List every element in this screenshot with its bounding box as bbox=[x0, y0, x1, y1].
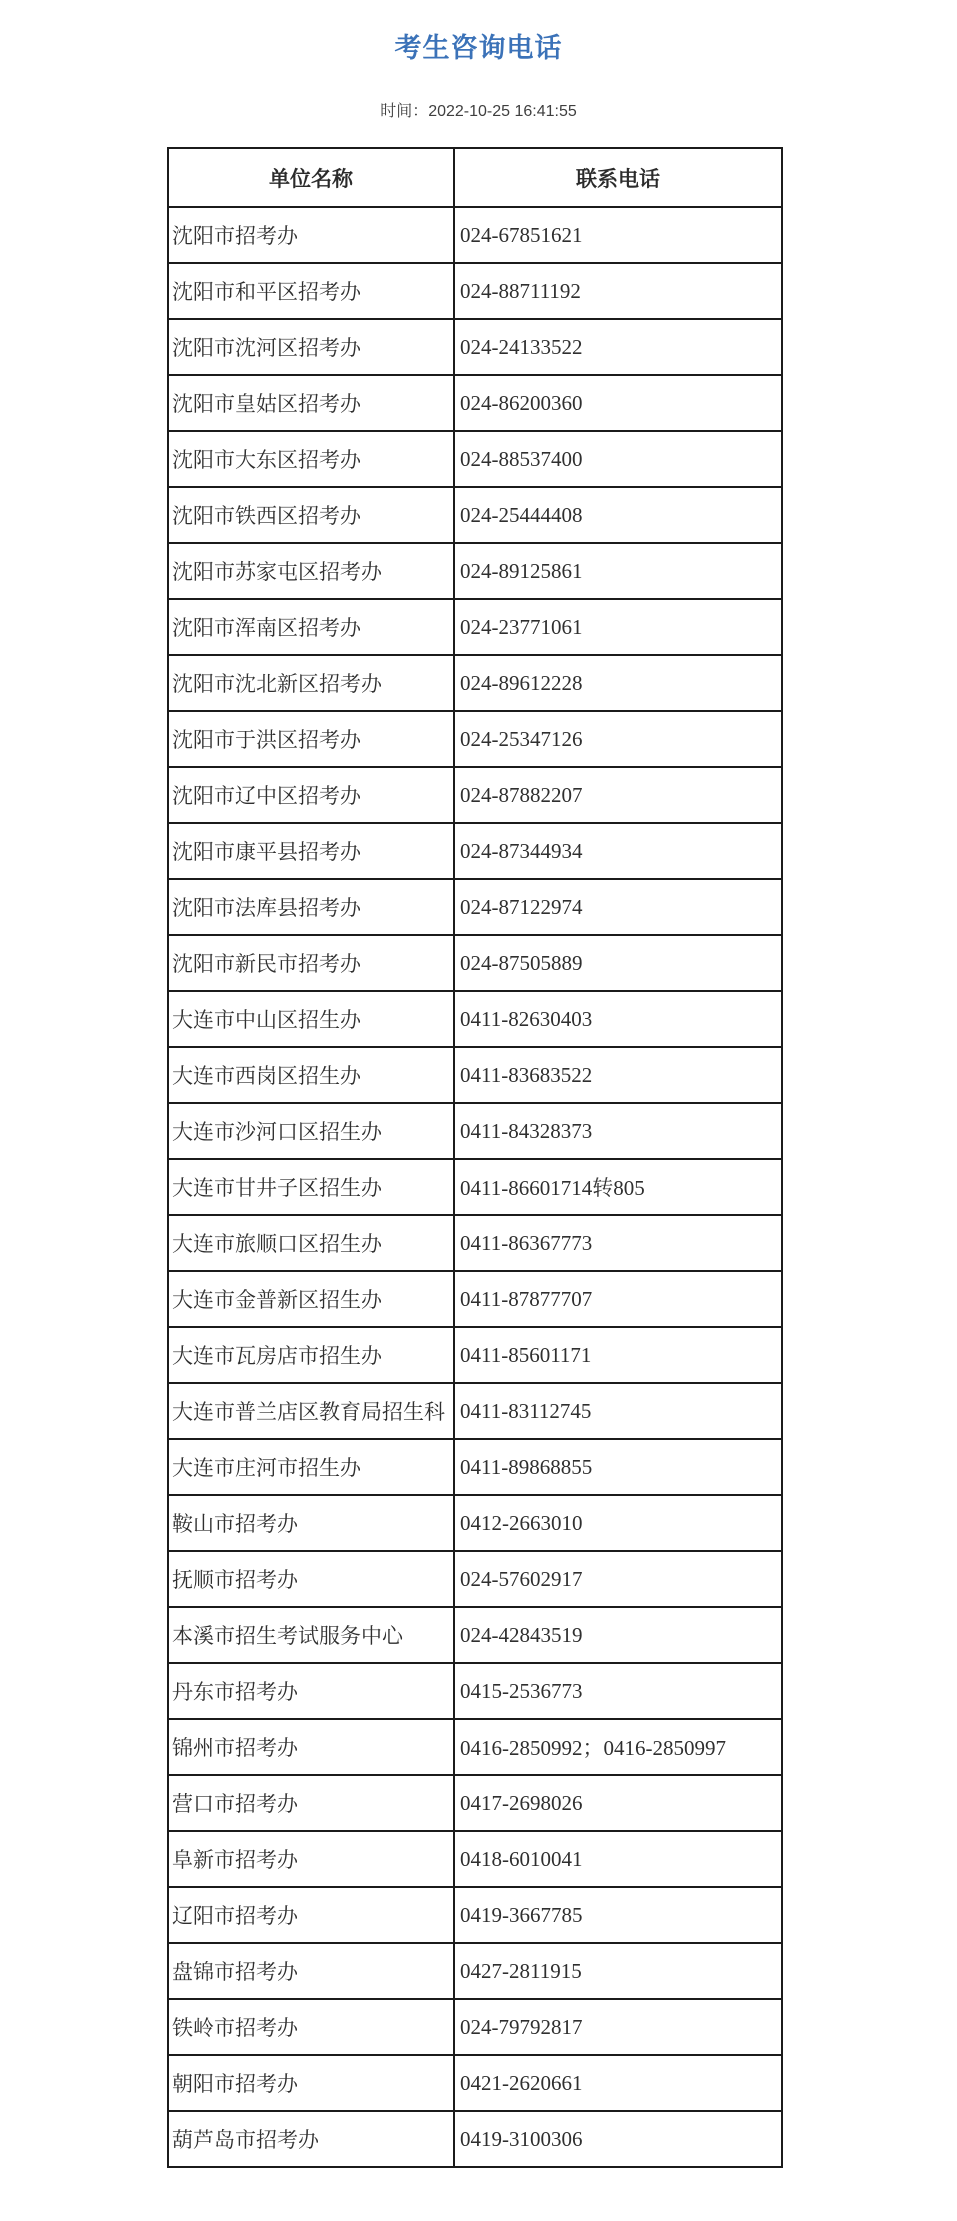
phone-number-cell: 0411-89868855 bbox=[454, 1439, 782, 1495]
table-row bbox=[168, 431, 782, 487]
consultation-phone-page bbox=[0, 33, 957, 2168]
table-row bbox=[168, 1943, 782, 1999]
unit-name-cell: 沈阳市法库县招考办 bbox=[168, 879, 454, 935]
phone-number-cell: 0419-3667785 bbox=[454, 1887, 782, 1943]
phone-number-cell: 024-79792817 bbox=[454, 1999, 782, 2055]
phone-number-cell: 0411-84328373 bbox=[454, 1103, 782, 1159]
unit-name-cell: 沈阳市康平县招考办 bbox=[168, 823, 454, 879]
table-row bbox=[168, 1719, 782, 1775]
unit-name-cell: 阜新市招考办 bbox=[168, 1831, 454, 1887]
phone-number-cell: 0411-83683522 bbox=[454, 1047, 782, 1103]
phone-number-cell: 0417-2698026 bbox=[454, 1775, 782, 1831]
table-row bbox=[168, 263, 782, 319]
unit-name-cell: 锦州市招考办 bbox=[168, 1719, 454, 1775]
table-body bbox=[168, 207, 782, 2167]
table-row bbox=[168, 1327, 782, 1383]
phone-number-cell: 024-89125861 bbox=[454, 543, 782, 599]
table-row bbox=[168, 1999, 782, 2055]
phone-number-cell: 0411-86367773 bbox=[454, 1215, 782, 1271]
table-row bbox=[168, 1495, 782, 1551]
table-row bbox=[168, 1887, 782, 1943]
unit-name-cell: 盘锦市招考办 bbox=[168, 1943, 454, 1999]
unit-name-cell: 沈阳市和平区招考办 bbox=[168, 263, 454, 319]
phone-number-cell: 024-57602917 bbox=[454, 1551, 782, 1607]
table-row bbox=[168, 711, 782, 767]
phone-number-cell: 0411-86601714转805 bbox=[454, 1159, 782, 1215]
phone-number-cell: 024-88537400 bbox=[454, 431, 782, 487]
table-row bbox=[168, 1663, 782, 1719]
publish-timestamp: 时间：2022-10-25 16:41:55 bbox=[380, 103, 577, 120]
phone-number-cell: 024-42843519 bbox=[454, 1607, 782, 1663]
table-row bbox=[168, 319, 782, 375]
phone-number-cell: 024-25347126 bbox=[454, 711, 782, 767]
phone-number-cell: 0419-3100306 bbox=[454, 2111, 782, 2167]
unit-name-cell: 沈阳市于洪区招考办 bbox=[168, 711, 454, 767]
unit-name-cell: 朝阳市招考办 bbox=[168, 2055, 454, 2111]
table-row bbox=[168, 1775, 782, 1831]
unit-name-cell: 本溪市招生考试服务中心 bbox=[168, 1607, 454, 1663]
unit-name-cell: 沈阳市沈河区招考办 bbox=[168, 319, 454, 375]
phone-number-cell: 024-25444408 bbox=[454, 487, 782, 543]
table-row bbox=[168, 1383, 782, 1439]
phone-number-cell: 024-23771061 bbox=[454, 599, 782, 655]
table-row bbox=[168, 599, 782, 655]
unit-name-cell: 丹东市招考办 bbox=[168, 1663, 454, 1719]
unit-name-cell: 葫芦岛市招考办 bbox=[168, 2111, 454, 2167]
unit-name-cell: 营口市招考办 bbox=[168, 1775, 454, 1831]
table-row bbox=[168, 1103, 782, 1159]
column-header-phone: 联系电话 bbox=[454, 148, 782, 207]
unit-name-cell: 沈阳市大东区招考办 bbox=[168, 431, 454, 487]
unit-name-cell: 大连市西岗区招生办 bbox=[168, 1047, 454, 1103]
phone-number-cell: 0411-85601171 bbox=[454, 1327, 782, 1383]
phone-number-cell: 024-89612228 bbox=[454, 655, 782, 711]
unit-name-cell: 大连市中山区招生办 bbox=[168, 991, 454, 1047]
phone-number-cell: 0421-2620661 bbox=[454, 2055, 782, 2111]
phone-number-cell: 0427-2811915 bbox=[454, 1943, 782, 1999]
phone-number-cell: 0411-82630403 bbox=[454, 991, 782, 1047]
table-row bbox=[168, 935, 782, 991]
unit-name-cell: 鞍山市招考办 bbox=[168, 1495, 454, 1551]
unit-name-cell: 大连市瓦房店市招生办 bbox=[168, 1327, 454, 1383]
table-row bbox=[168, 1215, 782, 1271]
table-row bbox=[168, 2055, 782, 2111]
table-row bbox=[168, 1439, 782, 1495]
unit-name-cell: 铁岭市招考办 bbox=[168, 1999, 454, 2055]
unit-name-cell: 沈阳市苏家屯区招考办 bbox=[168, 543, 454, 599]
table-row bbox=[168, 487, 782, 543]
phone-number-cell: 024-87882207 bbox=[454, 767, 782, 823]
table-row bbox=[168, 1551, 782, 1607]
column-header-unit-name: 单位名称 bbox=[168, 148, 454, 207]
table-row bbox=[168, 767, 782, 823]
phone-number-cell: 0416-2850992；0416-2850997 bbox=[454, 1719, 782, 1775]
unit-name-cell: 沈阳市新民市招考办 bbox=[168, 935, 454, 991]
phone-number-cell: 024-86200360 bbox=[454, 375, 782, 431]
phone-number-cell: 024-67851621 bbox=[454, 207, 782, 263]
unit-name-cell: 辽阳市招考办 bbox=[168, 1887, 454, 1943]
phone-number-cell: 0412-2663010 bbox=[454, 1495, 782, 1551]
table-row bbox=[168, 1607, 782, 1663]
table-row bbox=[168, 823, 782, 879]
phone-number-cell: 0411-87877707 bbox=[454, 1271, 782, 1327]
table-row bbox=[168, 1831, 782, 1887]
phone-number-cell: 024-24133522 bbox=[454, 319, 782, 375]
unit-name-cell: 抚顺市招考办 bbox=[168, 1551, 454, 1607]
phone-number-cell: 024-87505889 bbox=[454, 935, 782, 991]
unit-name-cell: 沈阳市浑南区招考办 bbox=[168, 599, 454, 655]
unit-name-cell: 沈阳市皇姑区招考办 bbox=[168, 375, 454, 431]
contact-phone-table bbox=[167, 147, 783, 2168]
unit-name-cell: 沈阳市沈北新区招考办 bbox=[168, 655, 454, 711]
table-header-row bbox=[168, 148, 782, 207]
table-row bbox=[168, 991, 782, 1047]
unit-name-cell: 沈阳市招考办 bbox=[168, 207, 454, 263]
unit-name-cell: 大连市普兰店区教育局招生科 bbox=[168, 1383, 454, 1439]
phone-number-cell: 0418-6010041 bbox=[454, 1831, 782, 1887]
unit-name-cell: 沈阳市辽中区招考办 bbox=[168, 767, 454, 823]
unit-name-cell: 大连市沙河口区招生办 bbox=[168, 1103, 454, 1159]
table-row bbox=[168, 207, 782, 263]
table-row bbox=[168, 543, 782, 599]
unit-name-cell: 大连市庄河市招生办 bbox=[168, 1439, 454, 1495]
unit-name-cell: 沈阳市铁西区招考办 bbox=[168, 487, 454, 543]
unit-name-cell: 大连市甘井子区招生办 bbox=[168, 1159, 454, 1215]
table-row bbox=[168, 2111, 782, 2167]
page-title: 考生咨询电话 bbox=[394, 33, 563, 63]
unit-name-cell: 大连市金普新区招生办 bbox=[168, 1271, 454, 1327]
table-row bbox=[168, 655, 782, 711]
table-row bbox=[168, 879, 782, 935]
phone-number-cell: 024-87122974 bbox=[454, 879, 782, 935]
phone-number-cell: 0411-83112745 bbox=[454, 1383, 782, 1439]
unit-name-cell: 大连市旅顺口区招生办 bbox=[168, 1215, 454, 1271]
table-row bbox=[168, 1047, 782, 1103]
table-row bbox=[168, 1159, 782, 1215]
table-row bbox=[168, 1271, 782, 1327]
phone-number-cell: 0415-2536773 bbox=[454, 1663, 782, 1719]
table-row bbox=[168, 375, 782, 431]
phone-number-cell: 024-88711192 bbox=[454, 263, 782, 319]
phone-number-cell: 024-87344934 bbox=[454, 823, 782, 879]
